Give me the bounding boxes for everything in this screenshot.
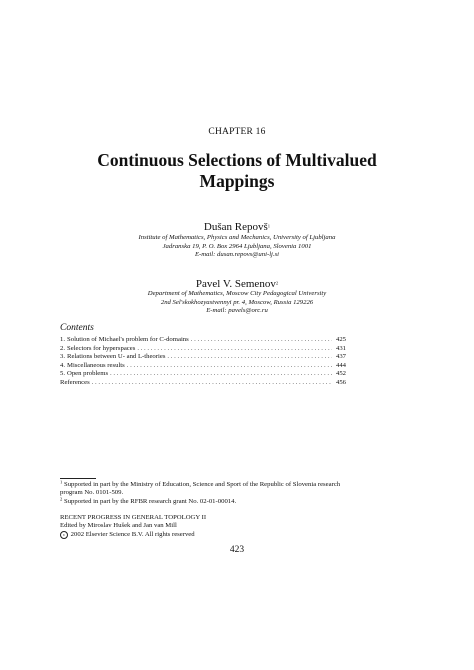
- toc-entry-number: 5.: [60, 370, 66, 378]
- toc-leader-dots: [137, 345, 332, 354]
- copyright-text: 2002 Elsevier Science B.V. All rights reserved: [70, 530, 195, 538]
- toc-entry-page: 456: [335, 378, 346, 386]
- toc-entry-number: 1.: [60, 336, 66, 343]
- copyright-icon: c: [60, 531, 68, 539]
- toc-entry-title: References: [60, 378, 90, 386]
- author-2-address: 2nd Sel'skokhozyastvennyi pr. 4, Moscow, Russia 129226: [160, 298, 314, 306]
- book-title: RECENT PROGRESS IN GENERAL TOPOLOGY II: [60, 514, 207, 521]
- footnote-2-mark: 2: [60, 496, 63, 502]
- toc-entry[interactable]: [60, 362, 346, 371]
- author-1-address: Jadranska 19, P. O. Box 2964 Ljubljana, Slovenia 1001: [162, 242, 312, 250]
- toc-entry[interactable]: [60, 345, 346, 354]
- author-1: [0, 221, 474, 233]
- toc-entry-number: 4.: [60, 361, 66, 369]
- toc-leader-dots: [127, 362, 332, 371]
- toc-entry-title: Solution of Michael's problem for C-domains: [67, 336, 189, 343]
- toc-entry-page: 444: [335, 361, 346, 369]
- toc-entry[interactable]: [60, 336, 346, 345]
- toc-leader-dots: [191, 336, 332, 345]
- chapter-title-line-2: Mappings: [199, 171, 275, 191]
- footnote-1: [60, 481, 350, 498]
- author-1-name: Dušan Repovš: [203, 221, 268, 233]
- toc-entry-title: Selectors for hyperspaces: [67, 344, 136, 352]
- toc-entry-number: 3.: [60, 353, 66, 361]
- toc-entry-page: 425: [335, 336, 346, 343]
- author-2-name: Pavel V. Semenov: [195, 278, 276, 290]
- author-2-affiliation: [0, 290, 474, 316]
- book-info: [60, 514, 350, 539]
- contents-heading: Contents: [60, 323, 94, 333]
- author-2-institution: Department of Mathematics, Moscow City Pedagogical University: [147, 290, 327, 297]
- page-number: 423: [229, 545, 245, 555]
- author-1-institution: Institute of Mathematics, Physics and Mechanics, University of Ljubljana: [138, 234, 336, 241]
- toc-leader-dots: [110, 370, 332, 379]
- toc-entry[interactable]: [60, 370, 346, 379]
- toc-leader-dots: [167, 353, 332, 362]
- footnotes: [60, 481, 350, 507]
- author-2: [0, 278, 474, 290]
- author-1-email: E-mail: dusan.repovs@uni-lj.si: [194, 251, 280, 259]
- toc-entry-page: 452: [335, 370, 346, 378]
- book-copyright: [60, 531, 350, 540]
- author-1-footnote-mark: 1: [267, 223, 271, 229]
- toc-entry[interactable]: [60, 379, 346, 388]
- toc-entry-title: Open problems: [67, 370, 109, 378]
- chapter-title-line-1: Continuous Selections of Multivalued: [97, 150, 377, 170]
- footnote-2: [60, 498, 350, 506]
- author-1-affiliation: [0, 234, 474, 260]
- footnote-1-text: Supported in part by the Ministry of Education, Science and Sport of the Republic of Slovenia research program No. 0101-509.: [60, 481, 341, 497]
- toc-leader-dots: [92, 379, 332, 388]
- table-of-contents: [60, 336, 346, 388]
- toc-entry-page: 437: [335, 353, 346, 361]
- footnote-1-mark: 1: [60, 479, 63, 485]
- toc-entry-title: Relations between U- and L-theories: [67, 353, 166, 361]
- author-2-email: E-mail: pavels@orc.ru: [206, 307, 268, 315]
- author-2-footnote-mark: 2: [275, 280, 279, 286]
- chapter-label: CHAPTER 16: [208, 127, 266, 137]
- toc-entry-number: 2.: [60, 344, 66, 352]
- toc-entry-title: Miscellaneous results: [67, 361, 125, 369]
- footnote-divider: [60, 478, 96, 479]
- footnote-2-text: Supported in part by the RFBR research grant No. 02-01-00014.: [63, 498, 237, 506]
- toc-entry[interactable]: [60, 353, 346, 362]
- toc-entry-page: 431: [335, 344, 346, 352]
- book-editors: Edited by Miroslav Hušek and Jan van Mill: [60, 522, 177, 530]
- chapter-title: [0, 150, 474, 192]
